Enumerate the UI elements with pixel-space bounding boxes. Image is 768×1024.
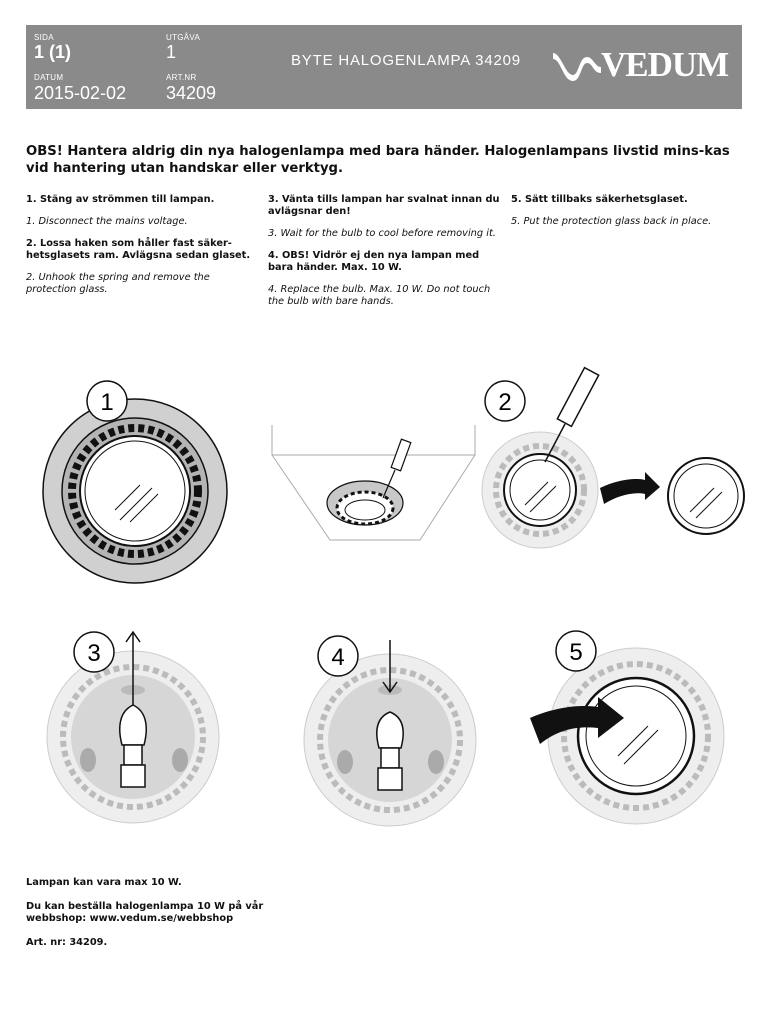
footer-max-watt: Lampan kan vara max 10 W. bbox=[26, 877, 182, 888]
step-2-number: 2 bbox=[498, 389, 512, 416]
ceiling-illustration bbox=[272, 425, 475, 540]
footer-webshop: Du kan beställa halogenlampa 10 W på vår webbshop: www.vedum.se/webbshop bbox=[26, 901, 264, 924]
sida-label: SIDA bbox=[34, 33, 54, 42]
utgava-value: 1 bbox=[166, 42, 177, 62]
artnr-label: ART.NR bbox=[166, 73, 197, 82]
step-5-en: 5. Put the protection glass back in place. bbox=[511, 216, 712, 227]
step-3-illustration bbox=[47, 632, 219, 823]
document-title: BYTE HALOGENLAMPA 34209 bbox=[291, 52, 521, 69]
step-3-en: 3. Wait for the bulb to cool before removing it. bbox=[268, 228, 496, 239]
artnr-value: 34209 bbox=[166, 83, 217, 103]
warning-text: OBS! Hantera aldrig din nya halogenlampa med bara händer. Halogenlampans livstid mins-kas vid hantering utan handskar eller verktyg. bbox=[26, 144, 730, 176]
utgava-label: UTGÅVA bbox=[166, 33, 201, 42]
step-2-en: 2. Unhook the spring and remove the protection glass. bbox=[26, 272, 210, 295]
footer-notes bbox=[26, 877, 286, 961]
step-1-en: 1. Disconnect the mains voltage. bbox=[26, 216, 188, 227]
step-4-sv: 4. OBS! Vidrör ej den nya lampan med bara händer. Max. 10 W. bbox=[268, 250, 480, 273]
sida-value: 1 (1) bbox=[34, 42, 72, 62]
footer-art-nr: Art. nr: 34209. bbox=[26, 937, 108, 948]
datum-label: DATUM bbox=[34, 73, 64, 82]
vedum-logo-text: VEDUM bbox=[601, 45, 729, 84]
step-5-illustration bbox=[530, 631, 724, 824]
step-4-number: 4 bbox=[331, 644, 345, 671]
step-1-sv: 1. Stäng av strömmen till lampan. bbox=[26, 194, 215, 205]
step-1-illustration bbox=[43, 381, 227, 583]
step-3-sv: 3. Vänta tills lampan har svalnat innan du avlägsnar den! bbox=[268, 194, 500, 217]
step-1-number: 1 bbox=[100, 389, 114, 416]
step-3-number: 3 bbox=[87, 640, 101, 667]
datum-value: 2015-02-02 bbox=[34, 83, 127, 103]
step-2-illustration bbox=[482, 368, 744, 548]
step-2-sv: 2. Lossa haken som håller fast säker-hetsglasets ram. Avlägsna sedan glaset. bbox=[26, 238, 251, 261]
step-5-number: 5 bbox=[569, 639, 583, 666]
step-4-en: 4. Replace the bulb. Max. 10 W. Do not touch the bulb with bare hands. bbox=[268, 284, 491, 307]
step-4-illustration bbox=[304, 636, 476, 826]
step-5-sv: 5. Sätt tillbaks säkerhetsglaset. bbox=[511, 194, 688, 205]
